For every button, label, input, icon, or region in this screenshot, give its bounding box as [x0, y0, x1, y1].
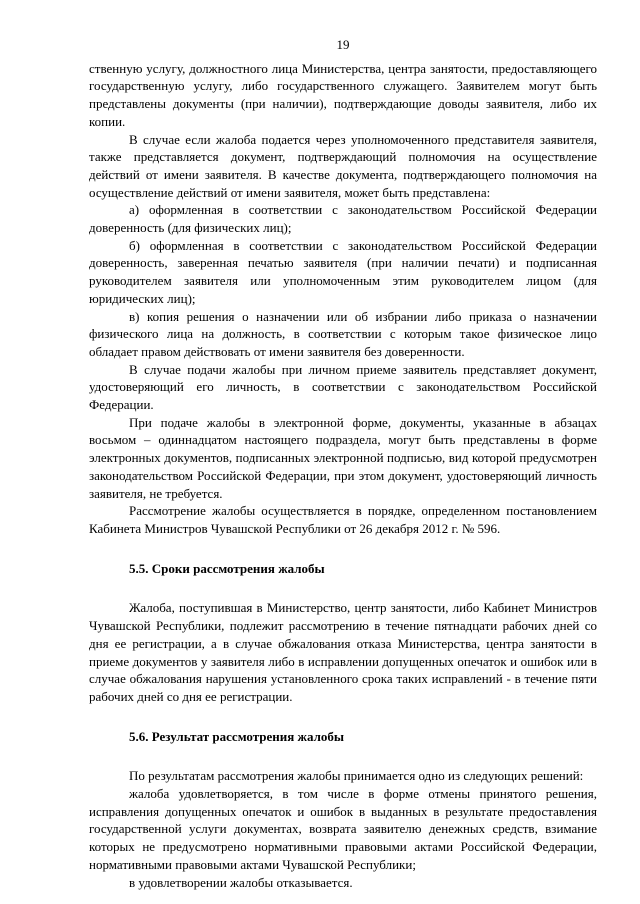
paragraph: В случае подачи жалобы при личном приеме заявитель представляет документ, удостоверяющий его личность, в соответствии с законодательством Российской Федерации. [89, 361, 597, 413]
paragraph: При подаче жалобы в электронной форме, документы, указанные в абзацах восьмом – одиннадцатом настоящего подраздела, могут быть представлены в форме электронных документов, подписанных электронной подписью, вид которой предусмотрен законодательством Российской Федерации, при этом документ, удостоверяющий личность заявителя, не требуется. [89, 414, 597, 501]
body-text-top [89, 60, 597, 538]
paragraph: жалоба удовлетворяется, в том числе в форме отмены принятого решения, исправления допущенных опечаток и ошибок в выданных в результате предоставления государственной услуги документах, возврата заявителю денежных средств, взимание которых не предусмотрено нормативными правовыми актами Российской Федерации, нормативными правовыми актами Чувашской Республики; [89, 786, 597, 872]
section-5-5-body [89, 599, 597, 705]
paragraph: в удовлетворении жалобы отказывается. [129, 874, 353, 890]
paragraph: Рассмотрение жалобы осуществляется в порядке, определенном постановлением Кабинета Министров Чувашской Республики от 26 декабря 2012 г. № 596. [89, 503, 597, 536]
section-heading-5-6: 5.6. Результат рассмотрения жалобы [129, 728, 345, 744]
section-5-6-body [89, 767, 597, 891]
paragraph: ственную услугу, должностного лица Министерства, центра занятости, предоставляющего государственную услугу, либо государственного служащего. Заявителем могут быть представлены документы (при наличии), подтверждающие доводы заявителя, либо их копии. [89, 60, 597, 129]
paragraph: в) копия решения о назначении или об избрании либо приказа о назначении физического лица на должность, в соответствии с которым такое физическое лицо обладает правом действовать от имени заявителя без доверенности. [89, 308, 597, 359]
paragraph: По результатам рассмотрения жалобы принимается одно из следующих решений: [129, 768, 584, 784]
paragraph: Жалоба, поступившая в Министерство, центр занятости, либо Кабинет Министров Чувашской Республики, подлежит рассмотрению в течение пятнадцати рабочих дней со дня ее регистрации, а в случае обжалования отказа Министерства, центра занятости в приеме документов у заявителя либо в исправлении допущенных опечаток и ошибок или в случае обжалования нарушения установленного срока таких исправлений - в течение пяти рабочих дней со дня ее регистрации. [89, 600, 597, 704]
paragraph: б) оформленная в соответствии с законодательством Российской Федерации доверенность, заверенная печатью заявителя (при наличии печати) и подписанная руководителем заявителя или уполномоченным этим руководителем лицом (для юридических лиц); [89, 237, 597, 306]
section-heading-5-5: 5.5. Сроки рассмотрения жалобы [129, 560, 325, 576]
paragraph: а) оформленная в соответствии с законодательством Российской Федерации доверенность (для физических лиц); [89, 202, 597, 236]
paragraph: В случае если жалоба подается через уполномоченного представителя заявителя, также представляется документ, подтверждающий полномочия на осуществление действий от имени заявителя. В качестве документа, подтверждающего полномочия на осуществление действий от имени заявителя, может быть представлена: [89, 131, 597, 200]
page-number: 19 [336, 37, 350, 52]
